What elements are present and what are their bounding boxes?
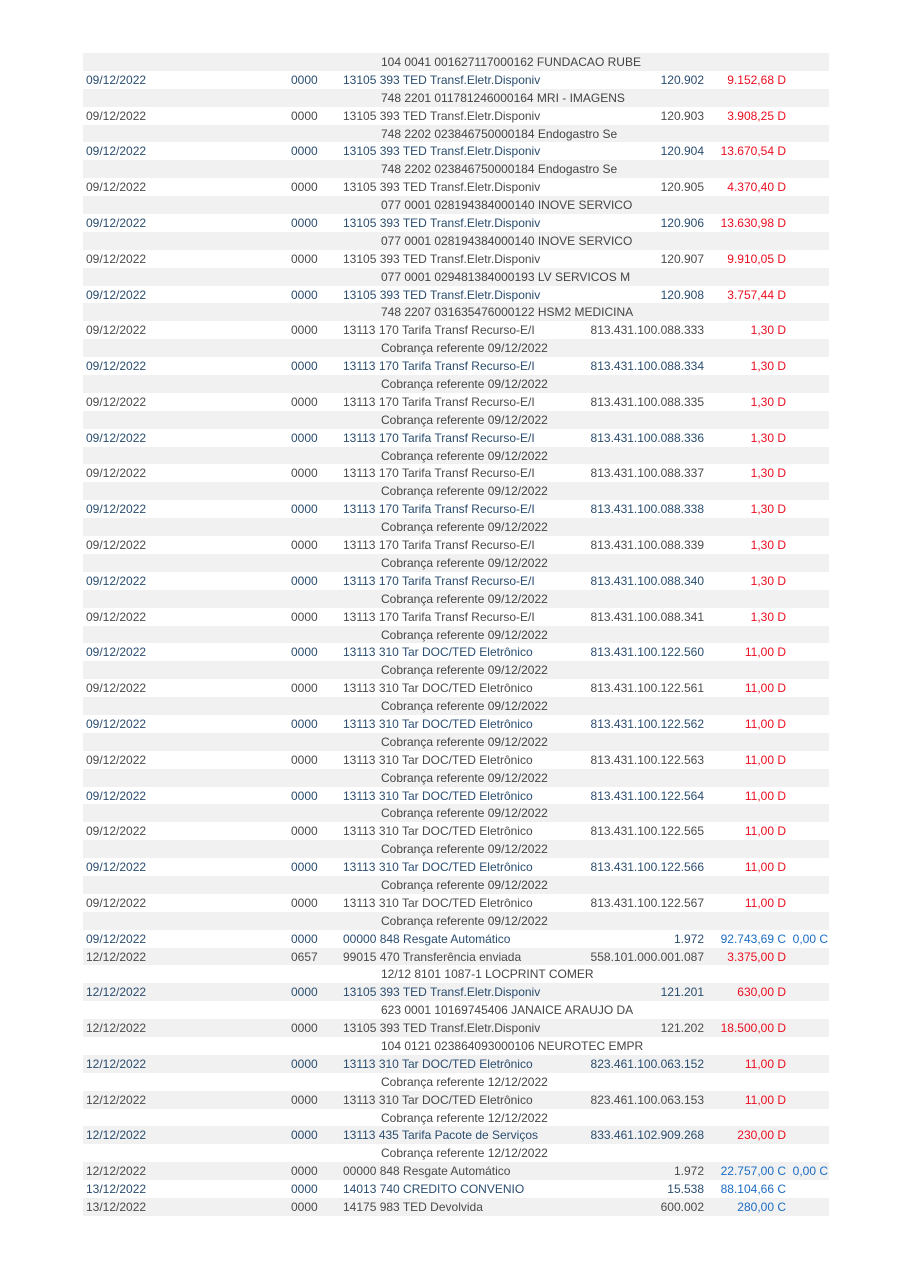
entry-detail: Cobrança referente 09/12/2022: [381, 877, 548, 892]
table-row: [83, 930, 829, 948]
entry-date: 12/12/2022: [86, 1092, 147, 1107]
entry-document: 813.431.100.122.560: [590, 645, 704, 660]
entry-document: 813.431.100.088.336: [590, 430, 704, 445]
entry-document: 833.461.102.909.268: [590, 1128, 704, 1143]
entry-value: 11,00 D: [744, 860, 786, 875]
entry-value: 11,00 D: [744, 1056, 786, 1071]
entry-detail: Cobrança referente 09/12/2022: [381, 484, 548, 499]
table-row: [83, 858, 829, 876]
entry-value: 11,00 D: [744, 824, 786, 839]
entry-document: 813.431.100.088.339: [590, 538, 704, 553]
entry-agency: 0000: [291, 251, 318, 266]
entry-detail-row: [83, 375, 829, 393]
entry-history: 13113 310 Tar DOC/TED Eletrônico: [343, 716, 533, 731]
entry-agency: 0000: [291, 645, 318, 660]
entry-date: 09/12/2022: [86, 860, 147, 875]
entry-detail: Cobrança referente 09/12/2022: [381, 555, 548, 570]
entry-document: 813.431.100.122.561: [590, 681, 704, 696]
entry-date: 13/12/2022: [86, 1200, 147, 1214]
entry-detail-row: [83, 89, 829, 107]
entry-document: 813.431.100.122.567: [590, 895, 704, 910]
entry-history: 13113 170 Tarifa Transf Recurso-E/I: [343, 323, 535, 338]
entry-date: 09/12/2022: [86, 108, 147, 123]
entry-agency: 0000: [291, 860, 318, 875]
entry-agency: 0000: [291, 1182, 318, 1197]
entry-document: 813.431.100.088.335: [590, 394, 704, 409]
entry-document: 813.431.100.122.564: [590, 788, 704, 803]
entry-detail: 748 2207 031635476000122 HSM2 MEDICINA: [381, 305, 634, 320]
entry-detail-row: [83, 232, 829, 250]
entry-agency: 0000: [291, 108, 318, 123]
entry-value: 1,30 D: [750, 502, 786, 517]
entry-detail: Cobrança referente 09/12/2022: [381, 806, 548, 821]
entry-detail: Cobrança referente 09/12/2022: [381, 591, 548, 606]
entry-detail: 104 0041 001627117000162 FUNDACAO RUBE: [381, 55, 641, 69]
entry-agency: 0000: [291, 609, 318, 624]
entry-value: 1,30 D: [750, 394, 786, 409]
entry-value: 18.500,00 D: [720, 1021, 786, 1036]
entry-value: 1,30 D: [750, 573, 786, 588]
entry-history: 00000 848 Resgate Automático: [343, 931, 511, 946]
entry-detail-row: [83, 697, 829, 715]
table-row: [83, 948, 829, 966]
entry-value: 1,30 D: [750, 359, 786, 374]
entry-agency: 0000: [291, 394, 318, 409]
entry-agency: 0000: [291, 1200, 318, 1214]
entry-value: 13.670,54 D: [720, 144, 786, 159]
entry-history: 13113 310 Tar DOC/TED Eletrônico: [343, 1056, 533, 1071]
entry-history: 13113 310 Tar DOC/TED Eletrônico: [343, 860, 533, 875]
entry-history: 13105 393 TED Transf.Eletr.Disponiv: [343, 1021, 541, 1036]
entry-history: 13113 435 Tarifa Pacote de Serviços: [343, 1128, 539, 1143]
table-row: [83, 214, 829, 232]
entry-history: 00000 848 Resgate Automático: [343, 1164, 511, 1179]
entry-agency: 0000: [291, 681, 318, 696]
entry-document: 813.431.100.088.338: [590, 502, 704, 517]
entry-detail: Cobrança referente 09/12/2022: [381, 520, 548, 535]
entry-history: 13105 393 TED Transf.Eletr.Disponiv: [343, 985, 541, 1000]
entry-detail-row: [83, 804, 829, 822]
entry-date: 09/12/2022: [86, 895, 147, 910]
entry-document: 121.201: [660, 985, 704, 1000]
entry-history: 13105 393 TED Transf.Eletr.Disponiv: [343, 72, 541, 87]
entry-detail: Cobrança referente 09/12/2022: [381, 627, 548, 642]
table-row: [83, 1126, 829, 1144]
entry-date: 09/12/2022: [86, 645, 147, 660]
entry-date: 09/12/2022: [86, 72, 147, 87]
entry-history: 13113 170 Tarifa Transf Recurso-E/I: [343, 430, 535, 445]
entry-detail-row: [83, 1144, 829, 1162]
entry-date: 12/12/2022: [86, 985, 147, 1000]
entry-history: 13113 310 Tar DOC/TED Eletrônico: [343, 895, 533, 910]
entry-date: 09/12/2022: [86, 931, 147, 946]
entry-date: 09/12/2022: [86, 323, 147, 338]
entry-detail-row: [83, 965, 829, 983]
entry-date: 12/12/2022: [86, 1128, 147, 1143]
table-row: [83, 142, 829, 160]
entry-agency: 0000: [291, 895, 318, 910]
entry-date: 09/12/2022: [86, 216, 147, 231]
entry-balance: 0,00 C: [792, 931, 828, 946]
entry-detail-row: [83, 53, 829, 71]
entry-value: 13.630,98 D: [720, 216, 786, 231]
entry-document: 120.905: [660, 180, 704, 195]
entry-value: 92.743,69 C: [720, 931, 786, 946]
entry-date: 09/12/2022: [86, 788, 147, 803]
table-row: [83, 1198, 829, 1216]
entry-agency: 0000: [291, 216, 318, 231]
entry-value: 11,00 D: [744, 645, 786, 660]
entry-agency: 0000: [291, 985, 318, 1000]
table-row: [83, 608, 829, 626]
table-row: [83, 715, 829, 733]
entry-detail-row: [83, 733, 829, 751]
table-row: [83, 107, 829, 125]
entry-agency: 0000: [291, 824, 318, 839]
entry-agency: 0657: [291, 949, 318, 964]
entry-detail-row: [83, 1109, 829, 1127]
table-row: [83, 894, 829, 912]
entry-document: 120.907: [660, 251, 704, 266]
entry-detail: 077 0001 029481384000193 LV SERVICOS M: [381, 269, 631, 284]
entry-detail: Cobrança referente 12/12/2022: [381, 1074, 548, 1089]
entry-detail: 077 0001 028194384000140 INOVE SERVICO: [381, 233, 633, 248]
entry-agency: 0000: [291, 72, 318, 87]
entry-agency: 0000: [291, 538, 318, 553]
entry-date: 09/12/2022: [86, 752, 147, 767]
entry-date: 09/12/2022: [86, 251, 147, 266]
table-row: [83, 983, 829, 1001]
entry-detail: Cobrança referente 09/12/2022: [381, 842, 548, 857]
table-row: [83, 536, 829, 554]
entry-detail-row: [83, 626, 829, 644]
entry-agency: 0000: [291, 1021, 318, 1036]
entry-value: 1,30 D: [750, 466, 786, 481]
entry-detail-row: [83, 482, 829, 500]
entry-agency: 0000: [291, 788, 318, 803]
entry-history: 13113 310 Tar DOC/TED Eletrônico: [343, 788, 533, 803]
entry-agency: 0000: [291, 716, 318, 731]
entry-history: 14175 983 TED Devolvida: [343, 1200, 483, 1214]
entry-document: 813.431.100.088.337: [590, 466, 704, 481]
entry-detail-row: [83, 411, 829, 429]
entry-date: 09/12/2022: [86, 359, 147, 374]
entry-document: 823.461.100.063.152: [590, 1056, 704, 1071]
entry-balance: 0,00 C: [792, 1164, 828, 1179]
entry-history: 13113 170 Tarifa Transf Recurso-E/I: [343, 394, 535, 409]
entry-detail-row: [83, 447, 829, 465]
entry-value: 1,30 D: [750, 323, 786, 338]
entry-value: 11,00 D: [744, 1092, 786, 1107]
entry-document: 15.538: [667, 1182, 704, 1197]
entry-detail: Cobrança referente 09/12/2022: [381, 913, 548, 928]
entry-date: 09/12/2022: [86, 573, 147, 588]
entry-date: 09/12/2022: [86, 538, 147, 553]
entry-document: 121.202: [660, 1021, 704, 1036]
entry-history: 99015 470 Transferência enviada: [343, 949, 522, 964]
table-row: [83, 357, 829, 375]
entry-detail: 623 0001 10169745406 JANAICE ARAUJO DA: [381, 1003, 634, 1018]
entry-value: 1,30 D: [750, 609, 786, 624]
entry-detail: Cobrança referente 09/12/2022: [381, 734, 548, 749]
entry-agency: 0000: [291, 1164, 318, 1179]
entry-detail: Cobrança referente 09/12/2022: [381, 663, 548, 678]
entry-detail: Cobrança referente 09/12/2022: [381, 448, 548, 463]
entry-history: 13113 310 Tar DOC/TED Eletrônico: [343, 824, 533, 839]
entry-value: 11,00 D: [744, 716, 786, 731]
table-row: [83, 286, 829, 304]
entry-date: 09/12/2022: [86, 394, 147, 409]
entry-detail: 748 2202 023846750000184 Endogastro Se: [381, 162, 618, 177]
entry-history: 13105 393 TED Transf.Eletr.Disponiv: [343, 287, 541, 302]
entry-value: 1,30 D: [750, 538, 786, 553]
entry-agency: 0000: [291, 466, 318, 481]
entry-date: 13/12/2022: [86, 1182, 147, 1197]
entry-document: 1.972: [673, 1164, 704, 1179]
entry-detail: Cobrança referente 09/12/2022: [381, 412, 548, 427]
entry-value: 11,00 D: [744, 681, 786, 696]
entry-detail-row: [83, 554, 829, 572]
entry-value: 280,00 C: [737, 1200, 786, 1214]
entry-value: 11,00 D: [744, 752, 786, 767]
entry-agency: 0000: [291, 323, 318, 338]
table-row: [83, 250, 829, 268]
entry-date: 09/12/2022: [86, 824, 147, 839]
entry-document: 823.461.100.063.153: [590, 1092, 704, 1107]
entry-value: 4.370,40 D: [727, 180, 786, 195]
entry-history: 13105 393 TED Transf.Eletr.Disponiv: [343, 251, 541, 266]
entry-detail-row: [83, 1037, 829, 1055]
entry-detail: Cobrança referente 09/12/2022: [381, 377, 548, 392]
entry-value: 9.910,05 D: [727, 251, 786, 266]
entry-agency: 0000: [291, 1056, 318, 1071]
entry-detail-row: [83, 125, 829, 143]
entry-history: 13113 310 Tar DOC/TED Eletrônico: [343, 681, 533, 696]
table-row: [83, 429, 829, 447]
entry-agency: 0000: [291, 1092, 318, 1107]
entry-document: 120.908: [660, 287, 704, 302]
entry-document: 813.431.100.088.341: [590, 609, 704, 624]
entry-document: 600.002: [660, 1200, 704, 1214]
entry-document: 813.431.100.088.340: [590, 573, 704, 588]
entry-detail-row: [83, 912, 829, 930]
entry-value: 3.757,44 D: [727, 287, 786, 302]
table-row: [83, 1180, 829, 1198]
entry-detail: Cobrança referente 09/12/2022: [381, 770, 548, 785]
entry-document: 813.431.100.122.562: [590, 716, 704, 731]
entry-value: 230,00 D: [737, 1128, 786, 1143]
entry-value: 22.757,00 C: [720, 1164, 786, 1179]
entry-detail: 748 2202 023846750000184 Endogastro Se: [381, 126, 618, 141]
entry-detail: Cobrança referente 12/12/2022: [381, 1110, 548, 1125]
entry-detail-row: [83, 590, 829, 608]
entry-value: 9.152,68 D: [727, 72, 786, 87]
entry-history: 13113 170 Tarifa Transf Recurso-E/I: [343, 466, 535, 481]
entry-date: 09/12/2022: [86, 609, 147, 624]
table-row: [83, 71, 829, 89]
entry-detail-row: [83, 876, 829, 894]
entry-date: 09/12/2022: [86, 430, 147, 445]
entry-history: 13113 310 Tar DOC/TED Eletrônico: [343, 645, 533, 660]
table-row: [83, 321, 829, 339]
entry-value: 630,00 D: [737, 985, 786, 1000]
entry-document: 120.904: [660, 144, 704, 159]
entry-history: 13113 310 Tar DOC/TED Eletrônico: [343, 1092, 533, 1107]
entry-agency: 0000: [291, 180, 318, 195]
table-row: [83, 679, 829, 697]
table-row: [83, 500, 829, 518]
entry-agency: 0000: [291, 502, 318, 517]
entry-value: 11,00 D: [744, 895, 786, 910]
entry-date: 12/12/2022: [86, 1056, 147, 1071]
entry-date: 12/12/2022: [86, 949, 147, 964]
entry-date: 09/12/2022: [86, 144, 147, 159]
entry-agency: 0000: [291, 144, 318, 159]
entry-history: 13113 170 Tarifa Transf Recurso-E/I: [343, 359, 535, 374]
entry-detail-row: [83, 1001, 829, 1019]
entry-document: 1.972: [673, 931, 704, 946]
entry-detail-row: [83, 518, 829, 536]
entry-detail: 748 2201 011781246000164 MRI - IMAGENS: [381, 90, 625, 105]
entry-date: 09/12/2022: [86, 466, 147, 481]
entry-history: 13113 170 Tarifa Transf Recurso-E/I: [343, 538, 535, 553]
entry-document: 813.431.100.122.563: [590, 752, 704, 767]
entry-agency: 0000: [291, 752, 318, 767]
entry-detail: 077 0001 028194384000140 INOVE SERVICO: [381, 198, 633, 213]
entry-history: 13113 170 Tarifa Transf Recurso-E/I: [343, 502, 535, 517]
entry-value: 1,30 D: [750, 430, 786, 445]
statement-table: [83, 53, 829, 1216]
table-row: [83, 572, 829, 590]
table-row: [83, 464, 829, 482]
entry-agency: 0000: [291, 1128, 318, 1143]
entry-history: 13113 170 Tarifa Transf Recurso-E/I: [343, 573, 535, 588]
entry-date: 09/12/2022: [86, 502, 147, 517]
entry-history: 13105 393 TED Transf.Eletr.Disponiv: [343, 144, 541, 159]
table-row: [83, 178, 829, 196]
entry-history: 13113 170 Tarifa Transf Recurso-E/I: [343, 609, 535, 624]
table-row: [83, 1162, 829, 1180]
entry-agency: 0000: [291, 931, 318, 946]
entry-agency: 0000: [291, 359, 318, 374]
entry-value: 3.908,25 D: [727, 108, 786, 123]
entry-agency: 0000: [291, 573, 318, 588]
entry-document: 558.101.000.001.087: [590, 949, 704, 964]
table-row: [83, 787, 829, 805]
entry-document: 120.903: [660, 108, 704, 123]
entry-value: 88.104,66 C: [720, 1182, 786, 1197]
entry-document: 813.431.100.122.566: [590, 860, 704, 875]
entry-date: 09/12/2022: [86, 716, 147, 731]
entry-detail-row: [83, 1073, 829, 1091]
table-row: [83, 643, 829, 661]
entry-detail: Cobrança referente 09/12/2022: [381, 699, 548, 714]
entry-history: 13105 393 TED Transf.Eletr.Disponiv: [343, 108, 541, 123]
entry-detail-row: [83, 268, 829, 286]
entry-detail: 104 0121 023864093000106 NEUROTEC EMPR: [381, 1038, 644, 1053]
entry-detail: Cobrança referente 12/12/2022: [381, 1146, 548, 1161]
table-row: [83, 1091, 829, 1109]
entry-date: 12/12/2022: [86, 1164, 147, 1179]
entry-detail-row: [83, 769, 829, 787]
entry-detail: Cobrança referente 09/12/2022: [381, 341, 548, 356]
table-row: [83, 1019, 829, 1037]
entry-detail-row: [83, 196, 829, 214]
entry-document: 120.906: [660, 216, 704, 231]
entry-detail-row: [83, 339, 829, 357]
entry-date: 09/12/2022: [86, 681, 147, 696]
entry-document: 120.902: [660, 72, 704, 87]
entry-detail-row: [83, 303, 829, 321]
table-row: [83, 822, 829, 840]
entry-agency: 0000: [291, 287, 318, 302]
entry-history: 13113 310 Tar DOC/TED Eletrônico: [343, 752, 533, 767]
entry-document: 813.431.100.122.565: [590, 824, 704, 839]
entry-history: 14013 740 CREDITO CONVENIO: [343, 1182, 525, 1197]
entry-detail: 12/12 8101 1087-1 LOCPRINT COMER: [381, 967, 594, 982]
entry-date: 09/12/2022: [86, 287, 147, 302]
entry-history: 13105 393 TED Transf.Eletr.Disponiv: [343, 180, 541, 195]
entry-document: 813.431.100.088.333: [590, 323, 704, 338]
entry-history: 13105 393 TED Transf.Eletr.Disponiv: [343, 216, 541, 231]
entry-document: 813.431.100.088.334: [590, 359, 704, 374]
entry-value: 3.375,00 D: [727, 949, 786, 964]
entry-value: 11,00 D: [744, 788, 786, 803]
entry-detail-row: [83, 160, 829, 178]
table-row: [83, 751, 829, 769]
entry-date: 09/12/2022: [86, 180, 147, 195]
entry-detail-row: [83, 840, 829, 858]
entry-agency: 0000: [291, 430, 318, 445]
table-row: [83, 393, 829, 411]
entry-date: 12/12/2022: [86, 1021, 147, 1036]
table-row: [83, 1055, 829, 1073]
entry-detail-row: [83, 661, 829, 679]
